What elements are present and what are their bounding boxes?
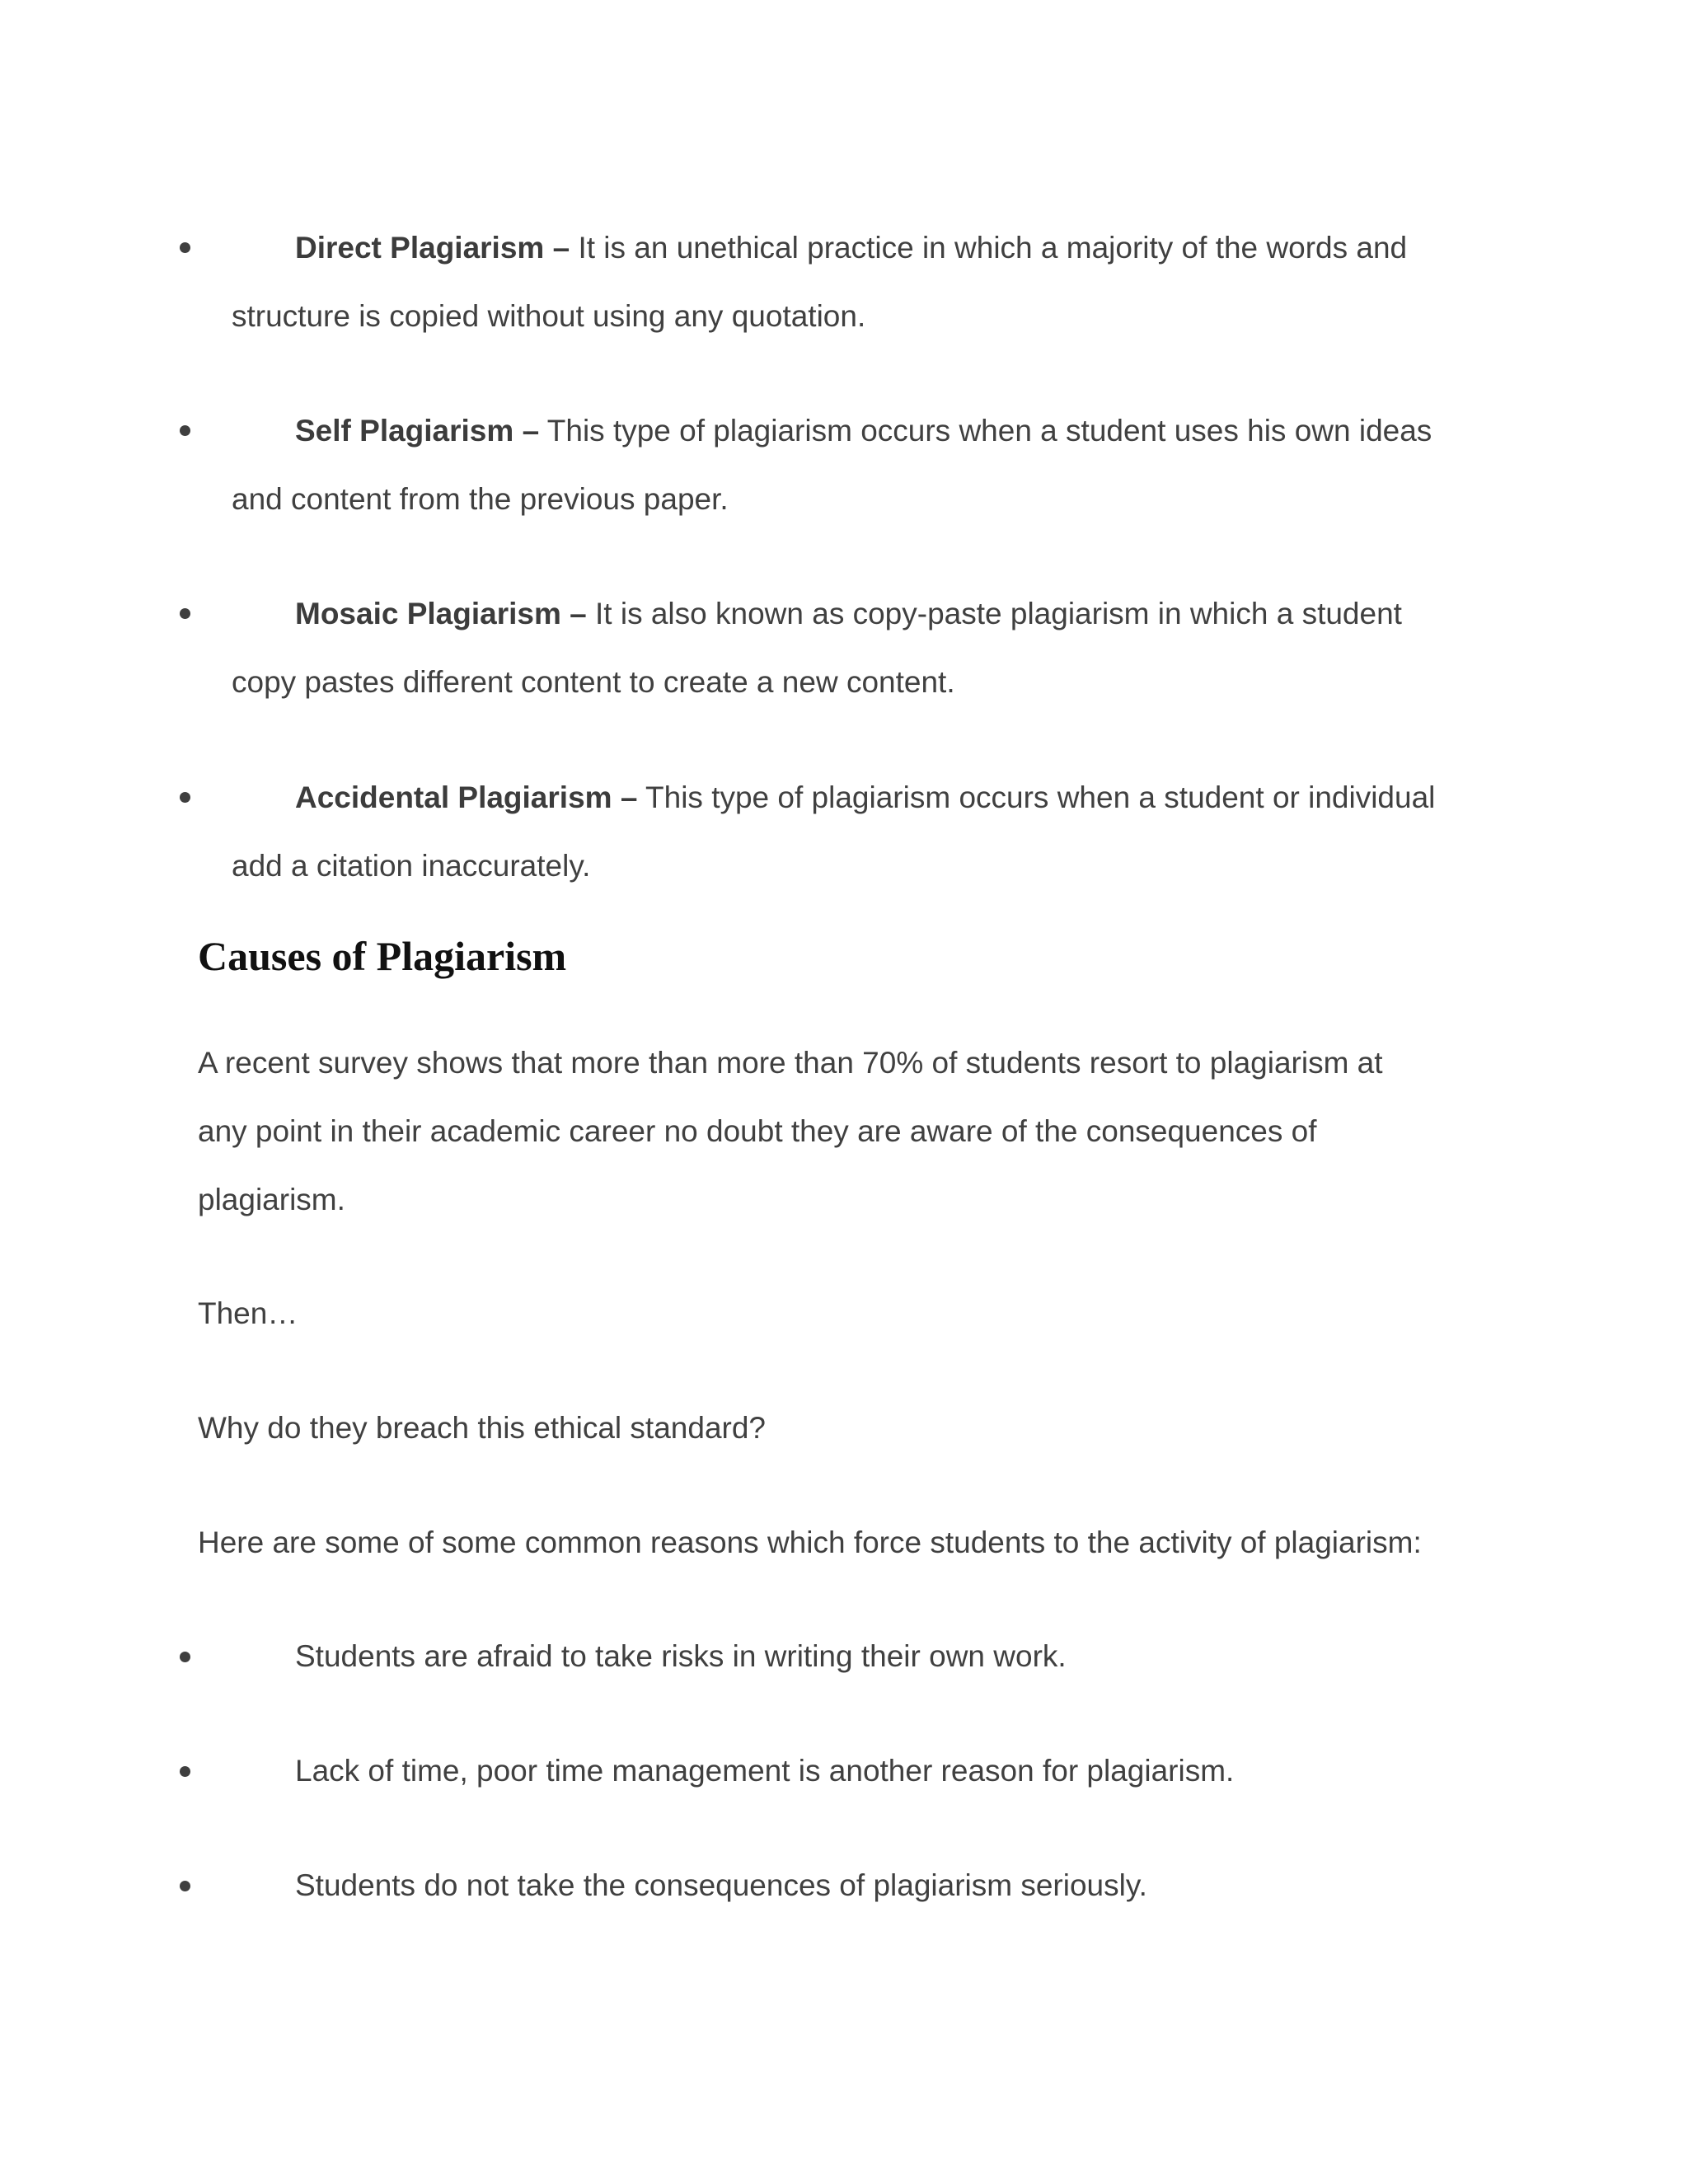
definition-continuation: add a citation inaccurately. [232, 849, 591, 883]
definition-text: It is an unethical practice in which a majority of the words and [570, 231, 1408, 265]
intro-text: Here are some of some common reasons which force students to the activity of plagiarism: [198, 1526, 1422, 1559]
list-item-first-line [295, 413, 1432, 449]
bullet-icon [180, 1881, 190, 1891]
reason-text: Students are afraid to take risks in writing their own work. [295, 1639, 1067, 1673]
term-label: Mosaic Plagiarism – [295, 597, 587, 630]
term-label: Accidental Plagiarism – [295, 780, 638, 814]
bullet-icon [180, 242, 190, 253]
section-heading: Causes of Plagiarism [198, 933, 567, 979]
paragraph-line: any point in their academic career no doubt they are aware of the consequences of [198, 1114, 1317, 1148]
then-text: Then… [198, 1296, 298, 1330]
definition-text: This type of plagiarism occurs when a student uses his own ideas [539, 414, 1432, 448]
list-item-first-line [295, 230, 1407, 266]
bullet-icon [180, 792, 190, 803]
definition-continuation: structure is copied without using any quotation. [232, 299, 866, 333]
paragraph-line: plagiarism. [198, 1183, 345, 1216]
list-item-first-line [295, 596, 1402, 632]
paragraph-line: A recent survey shows that more than more than 70% of students resort to plagiarism at [198, 1046, 1383, 1080]
definition-continuation: and content from the previous paper. [232, 482, 729, 516]
definition-text: This type of plagiarism occurs when a student or individual [637, 780, 1436, 814]
definition-text: It is also known as copy-paste plagiarism in which a student [586, 597, 1402, 630]
definition-continuation: copy pastes different content to create a new content. [232, 665, 955, 699]
question-text: Why do they breach this ethical standard? [198, 1411, 766, 1445]
term-label: Direct Plagiarism – [295, 231, 570, 265]
bullet-icon [180, 608, 190, 619]
list-item-first-line [295, 780, 1435, 816]
bullet-icon [180, 1652, 190, 1662]
reason-text: Students do not take the consequences of plagiarism seriously. [295, 1868, 1147, 1902]
bullet-icon [180, 1766, 190, 1777]
bullet-icon [180, 425, 190, 436]
term-label: Self Plagiarism – [295, 414, 540, 448]
reason-text: Lack of time, poor time management is another reason for plagiarism. [295, 1754, 1235, 1788]
